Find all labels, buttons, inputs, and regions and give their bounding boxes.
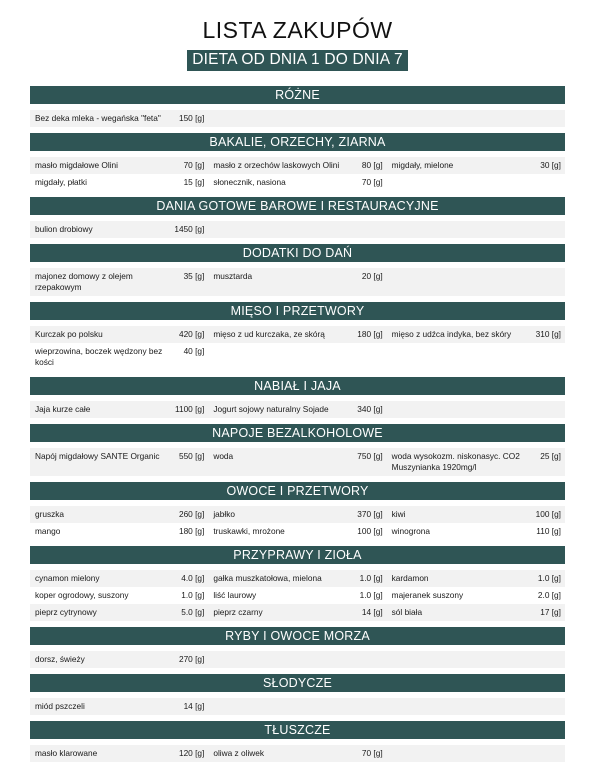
item-row — [30, 587, 565, 604]
item-quantity: 550 [g] — [178, 451, 205, 461]
category-section — [30, 482, 565, 546]
item-name: migdały, mielone — [391, 160, 454, 170]
item-name: słonecznik, nasiona — [213, 177, 286, 187]
item-quantity: 1450 [g] — [174, 224, 205, 234]
item-row — [30, 343, 565, 371]
item-row — [30, 174, 565, 191]
category-section — [30, 627, 565, 674]
shopping-item — [208, 448, 386, 476]
category-header: NAPOJE BEZALKOHOLOWE — [30, 424, 565, 442]
item-name: koper ogrodowy, suszony — [35, 590, 129, 600]
item-name: kardamon — [391, 573, 429, 583]
item-row — [30, 651, 565, 668]
shopping-item — [208, 401, 386, 418]
shopping-item — [208, 523, 386, 540]
item-row — [30, 268, 565, 296]
shopping-item — [30, 506, 208, 523]
shopping-item — [208, 157, 386, 174]
item-quantity: 40 [g] — [183, 346, 205, 356]
item-quantity: 1.0 [g] — [359, 573, 383, 583]
item-quantity: 70 [g] — [361, 748, 383, 758]
item-quantity: 14 [g] — [183, 701, 205, 711]
item-quantity: 14 [g] — [361, 607, 383, 617]
item-name: Jogurt sojowy naturalny Sojade — [213, 404, 329, 414]
item-row — [30, 570, 565, 587]
item-row — [30, 448, 565, 476]
item-quantity: 120 [g] — [178, 748, 205, 758]
item-quantity: 270 [g] — [178, 654, 205, 664]
item-quantity: 150 [g] — [178, 113, 205, 123]
subtitle-wrapper — [0, 50, 595, 71]
shopping-item — [30, 174, 208, 191]
item-name: migdały, płatki — [35, 177, 87, 187]
shopping-item — [208, 506, 386, 523]
item-quantity: 370 [g] — [357, 509, 383, 519]
shopping-item — [30, 110, 208, 127]
item-quantity: 1.0 [g] — [537, 573, 561, 583]
item-quantity: 25 [g] — [540, 451, 561, 461]
item-name: mango — [35, 526, 61, 536]
item-name: Napój migdałowy SANTE Organic — [35, 451, 160, 461]
item-quantity: 340 [g] — [357, 404, 383, 414]
category-section — [30, 424, 565, 482]
shopping-item — [30, 401, 208, 418]
shopping-item — [30, 745, 208, 762]
item-name: gruszka — [35, 509, 65, 519]
shopping-item — [387, 448, 565, 476]
item-row — [30, 401, 565, 418]
item-row — [30, 110, 565, 127]
item-name: gałka muszkatołowa, mielona — [213, 573, 322, 583]
item-name: Kurczak po polsku — [35, 329, 103, 339]
item-name: pieprz czarny — [213, 607, 263, 617]
item-name: sól biała — [391, 607, 423, 617]
shopping-item — [208, 604, 386, 621]
category-header: NABIAŁ I JAJA — [30, 377, 565, 395]
shopping-item — [30, 523, 208, 540]
item-quantity: 110 [g] — [536, 526, 561, 536]
item-name: masło z orzechów laskowych Olini — [213, 160, 340, 170]
category-section — [30, 721, 565, 768]
shopping-item — [30, 343, 208, 371]
item-name: jabłko — [213, 509, 236, 519]
shopping-item — [387, 506, 565, 523]
shopping-item — [30, 448, 208, 476]
shopping-item — [387, 587, 565, 604]
item-quantity: 35 [g] — [183, 271, 205, 281]
item-name: wieprzowina, boczek wędzony bez kości — [35, 346, 163, 367]
item-quantity: 1.0 [g] — [181, 590, 205, 600]
item-quantity: 15 [g] — [183, 177, 205, 187]
item-quantity: 17 [g] — [540, 607, 561, 617]
item-name: kiwi — [391, 509, 406, 519]
shopping-item — [208, 326, 386, 343]
category-header: SŁODYCZE — [30, 674, 565, 692]
item-name: pieprz cytrynowy — [35, 607, 97, 617]
shopping-item — [30, 651, 208, 668]
category-section — [30, 377, 565, 424]
item-quantity: 1.0 [g] — [359, 590, 383, 600]
item-row — [30, 506, 565, 523]
item-quantity: 20 [g] — [361, 271, 383, 281]
shopping-item — [30, 698, 208, 715]
item-name: Bez deka mleka - wegańska "feta" — [35, 113, 161, 123]
item-quantity: 70 [g] — [361, 177, 383, 187]
category-header: MIĘSO I PRZETWORY — [30, 302, 565, 320]
category-header: BAKALIE, ORZECHY, ZIARNA — [30, 133, 565, 151]
item-name: woda — [213, 451, 234, 461]
shopping-item — [387, 523, 565, 540]
item-name: majeranek suszony — [391, 590, 464, 600]
item-row — [30, 745, 565, 762]
item-name: mięso z udźca indyka, bez skóry — [391, 329, 512, 339]
item-quantity: 180 [g] — [178, 526, 205, 536]
item-name: majonez domowy z olejem rzepakowym — [35, 271, 133, 292]
page-title: LISTA ZAKUPÓW — [202, 17, 393, 43]
category-section — [30, 546, 565, 627]
shopping-item — [387, 570, 565, 587]
shopping-item — [208, 745, 386, 762]
category-section — [30, 302, 565, 377]
item-quantity: 30 [g] — [540, 160, 561, 170]
shopping-item — [30, 587, 208, 604]
item-row — [30, 698, 565, 715]
item-quantity: 260 [g] — [178, 509, 205, 519]
item-name: masło klarowane — [35, 748, 98, 758]
item-name: miód pszczeli — [35, 701, 85, 711]
item-name: bulion drobiowy — [35, 224, 93, 234]
category-header: DODATKI DO DAŃ — [30, 244, 565, 262]
item-quantity: 80 [g] — [361, 160, 383, 170]
item-name: Jaja kurze całe — [35, 404, 91, 414]
item-row — [30, 523, 565, 540]
category-section — [30, 197, 565, 244]
item-name: musztarda — [213, 271, 253, 281]
item-row — [30, 157, 565, 174]
item-quantity: 4.0 [g] — [181, 573, 205, 583]
shopping-item — [208, 587, 386, 604]
item-name: winogrona — [391, 526, 430, 536]
item-name: masło migdałowe Olini — [35, 160, 119, 170]
shopping-item — [387, 604, 565, 621]
item-quantity: 70 [g] — [183, 160, 205, 170]
category-header: RYBY I OWOCE MORZA — [30, 627, 565, 645]
category-section — [30, 86, 565, 133]
item-row — [30, 604, 565, 621]
shopping-item — [30, 326, 208, 343]
item-quantity: 1100 [g] — [174, 404, 205, 414]
shopping-item — [30, 157, 208, 174]
category-header: PRZYPRAWY I ZIOŁA — [30, 546, 565, 564]
item-quantity: 310 [g] — [535, 329, 561, 339]
category-header: OWOCE I PRZETWORY — [30, 482, 565, 500]
item-row — [30, 326, 565, 343]
item-row — [30, 221, 565, 238]
shopping-item — [208, 174, 386, 191]
item-quantity: 5.0 [g] — [181, 607, 205, 617]
item-quantity: 420 [g] — [178, 329, 205, 339]
item-name: dorsz, świeży — [35, 654, 85, 664]
item-quantity: 750 [g] — [357, 451, 383, 461]
item-quantity: 180 [g] — [357, 329, 383, 339]
shopping-item — [30, 604, 208, 621]
item-name: woda wysokozm. niskonasyc. CO2 Muszynianka 1920mg/l — [391, 451, 520, 472]
item-name: cynamon mielony — [35, 573, 100, 583]
item-name: oliwa z oliwek — [213, 748, 265, 758]
item-name: mięso z ud kurczaka, ze skórą — [213, 329, 325, 339]
category-header: TŁUSZCZE — [30, 721, 565, 739]
item-quantity: 2.0 [g] — [537, 590, 561, 600]
page-subtitle: DIETA OD DNIA 1 DO DNIA 7 — [187, 50, 408, 71]
shopping-item — [387, 326, 565, 343]
category-section — [30, 133, 565, 197]
section-spacer — [30, 762, 565, 768]
item-quantity: 100 [g] — [535, 509, 561, 519]
shopping-item — [30, 221, 208, 238]
category-header: RÓŻNE — [30, 86, 565, 104]
item-quantity: 100 [g] — [357, 526, 383, 536]
shopping-item — [208, 268, 386, 296]
shopping-item — [208, 570, 386, 587]
category-section — [30, 244, 565, 302]
item-name: truskawki, mrożone — [213, 526, 285, 536]
category-header: DANIA GOTOWE BAROWE I RESTAURACYJNE — [30, 197, 565, 215]
category-section — [30, 674, 565, 721]
shopping-item — [30, 268, 208, 296]
item-name: liść laurowy — [213, 590, 257, 600]
shopping-item — [30, 570, 208, 587]
shopping-item — [387, 157, 565, 174]
shopping-list — [30, 86, 565, 768]
